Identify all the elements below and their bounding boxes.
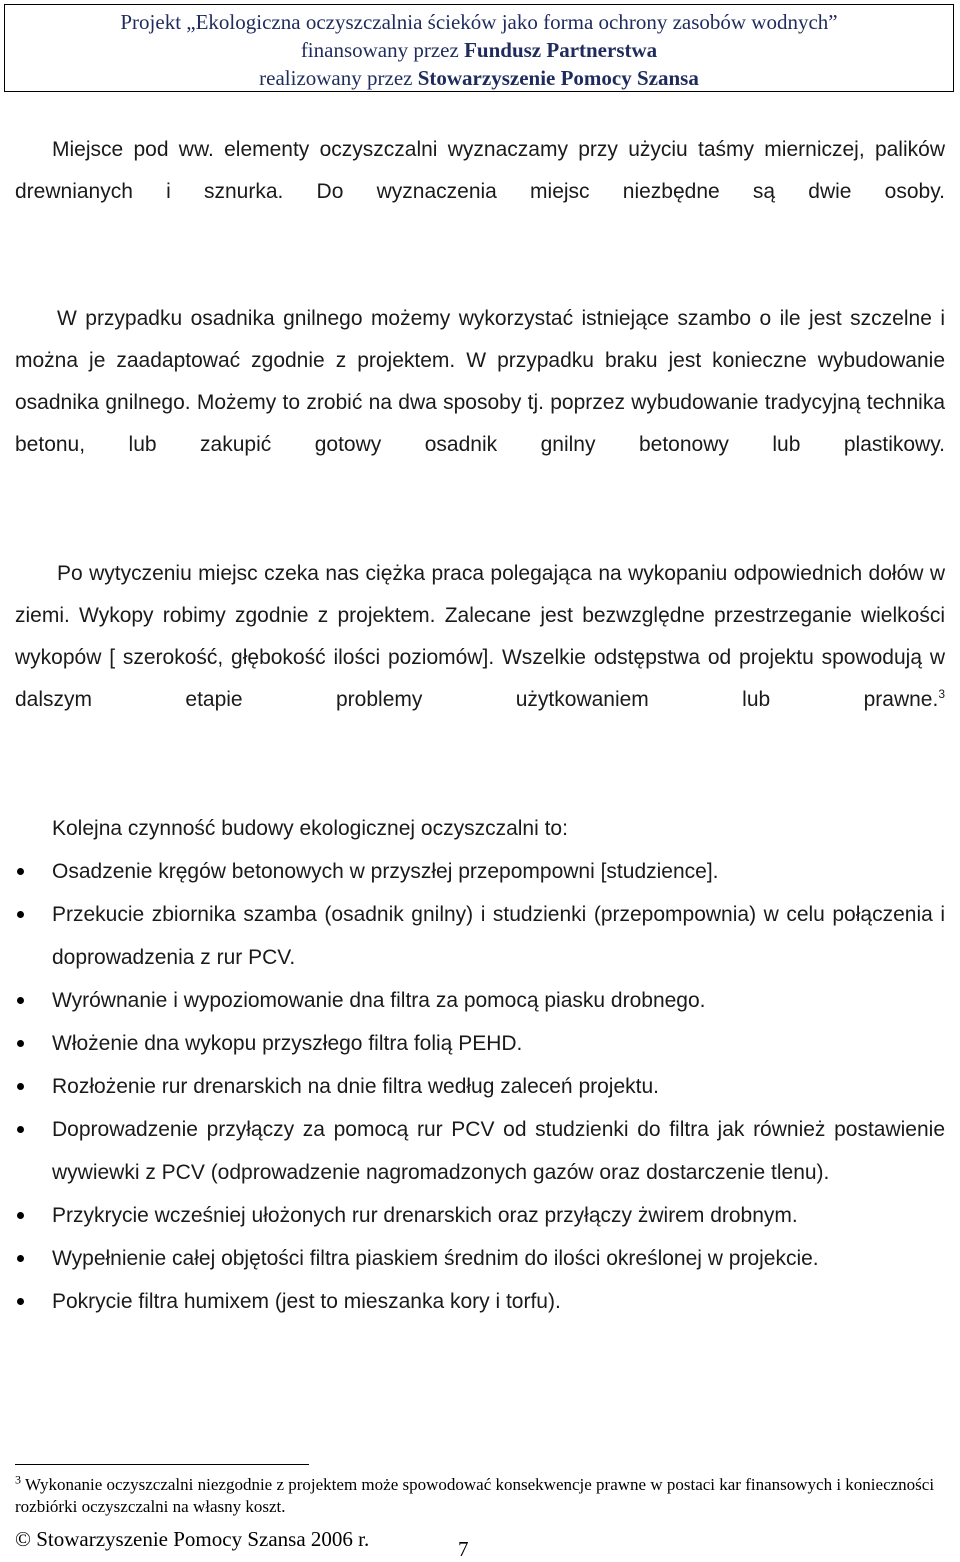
paragraph-marking: Miejsce pod ww. elementy oczyszczalni wyznaczamy przy użyciu taśmy mierniczej, palików drewnianych i sznurka. Do wyznaczenia miejsc niezbędne są dwie osoby.	[15, 138, 945, 203]
list-item	[0, 1022, 945, 1065]
bullet-icon	[17, 997, 24, 1004]
bullet-icon	[17, 1298, 24, 1305]
bullet-icon	[17, 1126, 24, 1133]
bullet-icon	[17, 1083, 24, 1090]
header-organizer: Stowarzyszenie Pomocy Szansa	[417, 66, 699, 90]
bullet-icon	[17, 1040, 24, 1047]
list-item	[0, 1280, 945, 1323]
bullet-icon	[17, 911, 24, 918]
list-item	[0, 1065, 945, 1108]
list-item	[0, 979, 945, 1022]
list-item-text: Wyrównanie i wypoziomowanie dna filtra za pomocą piasku drobnego.	[52, 989, 706, 1012]
paragraph-excavation	[15, 553, 945, 763]
footnote-separator	[15, 1464, 309, 1465]
list-item	[0, 1237, 945, 1280]
tasks-list	[0, 850, 945, 1323]
list-item-text: Osadzenie kręgów betonowych w przyszłej przepompowni [studzience].	[52, 860, 719, 883]
footnote-text: Wykonanie oczyszczalni niezgodnie z projektem może spowodować konsekwencje prawne w postaci kar finansowych i konieczności rozbiórki oczyszczalni na własny koszt.	[15, 1475, 935, 1516]
paragraph-excavation-text: Po wytyczeniu miejsc czeka nas ciężka praca polegająca na wykopaniu odpowiednich dołów w ziemi. Wykopy robimy zgodnie z projektem. Zalecane jest bezwzględne przestrzeganie wielkości wykopów [ szerokość, głębokość ilości poziomów]. Wszelkie odstępstwa od projektu spowodują w dalszym etapie problemy użytkowaniem lub prawne.	[15, 562, 945, 711]
list-item	[0, 1194, 945, 1237]
list-item-text: Przykrycie wcześniej ułożonych rur drenarskich oraz przyłączy żwirem drobnym.	[52, 1204, 798, 1227]
header-organizer-line	[5, 64, 953, 92]
bullet-icon	[17, 1255, 24, 1262]
list-item-text: Doprowadzenie przyłączy za pomocą rur PCV od studzienki do filtra jak również postawienie wywiewki z PCV (odprowadzenie nagromadzonych gazów oraz dostarczenie tlenu).	[52, 1118, 945, 1184]
footnote	[15, 1474, 945, 1518]
project-header	[4, 4, 954, 92]
page-number: 7	[458, 1537, 469, 1561]
header-organizer-prefix: realizowany przez	[259, 66, 418, 90]
header-funding-line	[5, 36, 953, 64]
paragraph-septic-tank: W przypadku osadnika gnilnego możemy wykorzystać istniejące szambo o ile jest szczelne i można je zaadaptować zgodnie z projektem. W przypadku braku jest konieczne wybudowanie osadnika gnilnego. Możemy to zrobić na dwa sposoby tj. poprzez wybudowanie tradycyjną technika betonu, lub zakupić gotowy osadnik gnilny betonowy lub plastikowy.	[15, 307, 945, 456]
bullet-icon	[17, 1212, 24, 1219]
list-item-text: Rozłożenie rur drenarskich na dnie filtra według zaleceń projektu.	[52, 1075, 659, 1098]
list-item-text: Włożenie dna wykopu przyszłego filtra folią PEHD.	[52, 1032, 523, 1055]
list-item-text: Przekucie zbiornika szamba (osadnik gnilny) i studzienki (przepompownia) w celu połączenia i doprowadzenia z rur PCV.	[52, 903, 945, 969]
footnote-mark: 3	[15, 1472, 21, 1487]
header-funding-prefix: finansowany przez	[300, 38, 465, 62]
copyright: © Stowarzyszenie Pomocy Szansa 2006 r.	[15, 1527, 370, 1551]
tasks-lead: Kolejna czynność budowy ekologicznej oczyszczalni to:	[52, 817, 568, 840]
list-item	[0, 1108, 945, 1194]
footnote-reference: 3	[938, 687, 945, 701]
list-item	[0, 893, 945, 979]
list-item-text: Pokrycie filtra humixem (jest to mieszanka kory i torfu).	[52, 1290, 561, 1313]
header-project-title: Projekt „Ekologiczna oczyszczalnia ścieków jako forma ochrony zasobów wodnych”	[120, 10, 838, 34]
bullet-icon	[17, 868, 24, 875]
list-item	[0, 850, 945, 893]
header-funder: Fundusz Partnerstwa	[464, 38, 658, 62]
list-item-text: Wypełnienie całej objętości filtra piaskiem średnim do ilości określonej w projekcie.	[52, 1247, 819, 1270]
